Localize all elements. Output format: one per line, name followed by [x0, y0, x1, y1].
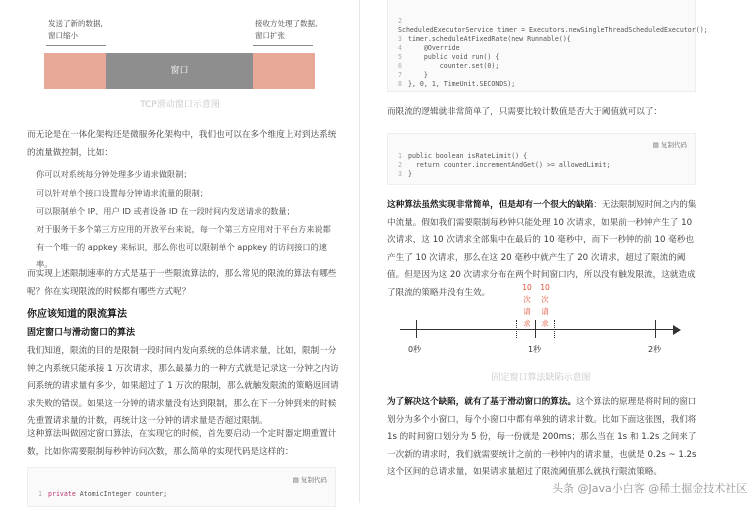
logic-paragraph: 而限流的逻辑就非常简单了，只需要比较计数值是否大于阈值就可以了：	[387, 107, 663, 117]
implementation-paragraph: 这种算法叫做固定窗口算法，在实现它的时候，首先要启动一个定时器定期重置计数，比如你需要限制每秒钟访问次数，那么简单的实现代码是这样的：	[27, 429, 337, 457]
note-line: 窗口缩小	[48, 31, 78, 40]
fixed-window-paragraph: 我们知道，限流的目的是限制一段时间内发向系统的总体请求量，比如，限制一分钟之内系统只能承接 1 万次请求，那么最暴力的一种方式就是记录这一分钟之内访问系统的请求量有多少，如果超过了 1 万次的限制，那么就触发限流的策略返回请求失败的错误。如果这一分钟的请求量没有达到限制，那么在下一分钟到来的时候先重置请求量的计数，再统计这一分钟的请求量是否超过限制。	[27, 346, 339, 426]
code-line	[398, 152, 695, 161]
tcp-window-diagram	[44, 18, 319, 93]
code-line	[398, 170, 695, 179]
burst-right	[538, 282, 552, 330]
received-segment	[253, 53, 315, 89]
dashed-boundary	[516, 320, 517, 338]
subsection-heading: 固定窗口与滑动窗口的算法	[27, 328, 136, 338]
code-text: public boolean isRateLimit() {	[408, 152, 528, 160]
tick-label: 0秒	[408, 345, 422, 354]
line-number: 8	[398, 80, 402, 88]
window-segment	[106, 53, 253, 89]
line-number: 3	[398, 35, 402, 43]
list-item: 对于服务于多个第三方应用的开放平台来说，每一个第三方应用对于平台方来说都有一个唯一的 appkey 来标识，那么你也可以限制单个 appkey 的访问接口的速率。	[36, 224, 331, 270]
code-line	[398, 62, 695, 71]
sent-segment	[44, 53, 106, 89]
code-line	[398, 71, 695, 80]
tick-0	[416, 320, 417, 338]
line-number: 4	[398, 44, 402, 52]
copy-code-button[interactable]: ▤ 复制代码	[652, 141, 687, 149]
tick-1	[535, 320, 536, 338]
code-line	[398, 80, 695, 89]
line-number: 2	[398, 17, 402, 25]
sliding-text: 这个算法的原理是将时间的窗口划分为多个小窗口，每个小窗口中都有单独的请求计数。比如下面这张图，我们将 1s 的时间窗口划分为 5 份，每一份就是 200ms；那么当在 1s 和 1.2s 之间来了一次新的请求时，我们就需要统计之前的一秒钟内的请求量，也就是 0.2s ~ 1.2s 这个区间的总请求量，如果请求量超过了限流阈值那么就执行限流策略。	[387, 397, 697, 477]
window-label: 窗口	[170, 66, 189, 76]
code-line	[398, 161, 695, 170]
code-block-ratelimit	[387, 133, 696, 185]
line-number: 7	[398, 71, 402, 79]
left-page	[0, 0, 360, 503]
note-line: 窗口扩张	[255, 31, 285, 40]
code-text: @Override	[408, 44, 460, 52]
flaw-text: ：无法限制短时间之内的集中流量。假如我们需要限制每秒钟只能处理 10 次请求，如果前一秒钟产生了 10 次请求，这 10 次请求全部集中在最后的 10 毫秒中，而下一秒钟的前 10 毫秒也产生了 10 次请求，那么在这 20 毫秒中就产生了 20 次请求，超过了限流的阈值。但是因为这 20 次请求分布在两个时间窗口内，所以没有触发限流，这就造成了限流的策略并没有生效。	[387, 200, 697, 298]
timeline-diagram	[400, 282, 685, 362]
sliding-paragraph	[387, 394, 699, 482]
burst-text: 请	[523, 307, 531, 316]
code-line	[398, 17, 708, 35]
question-paragraph: 而实现上述限制速率的方式是基于一些限流算法的，那么常见的限流的算法有哪些呢？你在实现限流的时候都有哪些方式呢？	[27, 269, 337, 297]
code-text: public void run() {	[408, 53, 500, 61]
code-line	[38, 490, 167, 499]
code-block-timer	[387, 0, 708, 92]
line-number: 1	[398, 152, 402, 160]
burst-text: 次	[541, 295, 549, 304]
copy-label: 复制代码	[301, 476, 327, 484]
code-line	[398, 44, 695, 53]
right-page	[362, 0, 747, 503]
line-number: 2	[398, 161, 402, 169]
code-text: }	[408, 71, 428, 79]
left-note	[48, 18, 103, 42]
list-item: 可以限制单个 IP、用户 ID 或者设备 ID 在一段时间内发送请求的数量；	[36, 206, 295, 216]
line-number: 1	[38, 490, 42, 498]
watermark: 头条 @Java小白客 @稀土掘金技术社区	[552, 482, 747, 495]
dashed-boundary	[554, 320, 555, 338]
burst-text: 10	[540, 283, 550, 292]
code-text: return counter.incrementAndGet() >= allowedLimit;	[408, 161, 611, 169]
note-line: 发送了新的数据,	[48, 19, 103, 28]
intro-paragraph: 而无论是在一体化架构还是微服务化架构中，我们也可以在多个维度上对到达系统的流量做控制，比如：	[27, 130, 337, 158]
line-number: 6	[398, 62, 402, 70]
burst-text: 求	[541, 319, 549, 328]
code-line	[398, 53, 695, 62]
axis-arrow-icon	[673, 325, 681, 335]
list-item: 你可以对系统每分钟处理多少请求做限制；	[36, 169, 192, 179]
line-number: 5	[398, 53, 402, 61]
arrow-right	[253, 45, 313, 46]
copy-label: 复制代码	[661, 141, 687, 149]
code-text: }, 0, 1, TimeUnit.SECONDS);	[408, 80, 516, 88]
right-note	[255, 18, 317, 42]
code-line	[398, 35, 695, 44]
code-text: ScheduledExecutorService timer = Executors.newSingleThreadScheduledExecutor();	[398, 26, 708, 34]
line-number: 3	[398, 170, 402, 178]
burst-text: 10	[522, 283, 532, 292]
arrow-left	[46, 45, 106, 46]
tick-2	[655, 320, 656, 338]
burst-text: 请	[541, 307, 549, 316]
code-text: counter.set(0);	[408, 62, 500, 70]
code-block	[27, 467, 336, 507]
code-text: timer.scheduleAtFixedRate(new Runnable(){	[408, 35, 571, 43]
sliding-bold: 为了解决这个缺陷，就有了基于滑动窗口的算法。	[387, 397, 577, 407]
burst-text: 求	[523, 319, 531, 328]
code-text: AtomicInteger counter;	[75, 490, 168, 498]
copy-code-button[interactable]: ▤ 复制代码	[292, 476, 327, 484]
code-keyword: private	[48, 490, 76, 498]
burst-left	[520, 282, 534, 330]
figure-caption: TCP滑动窗口示意图	[140, 100, 220, 110]
list-item: 可以针对单个接口设置每分钟请求流量的限制；	[36, 188, 208, 198]
flaw-bold: 这种算法虽然实现非常简单，但是却有一个很大的缺陷	[387, 200, 594, 210]
tick-label: 1秒	[528, 345, 542, 354]
figure-caption: 固定窗口算法缺陷示意图	[491, 373, 591, 383]
code-text: }	[408, 170, 412, 178]
section-heading: 你应该知道的限流算法	[27, 309, 127, 320]
burst-text: 次	[523, 295, 531, 304]
tick-label: 2秒	[648, 345, 662, 354]
note-line: 接收方处理了数据,	[255, 19, 318, 28]
